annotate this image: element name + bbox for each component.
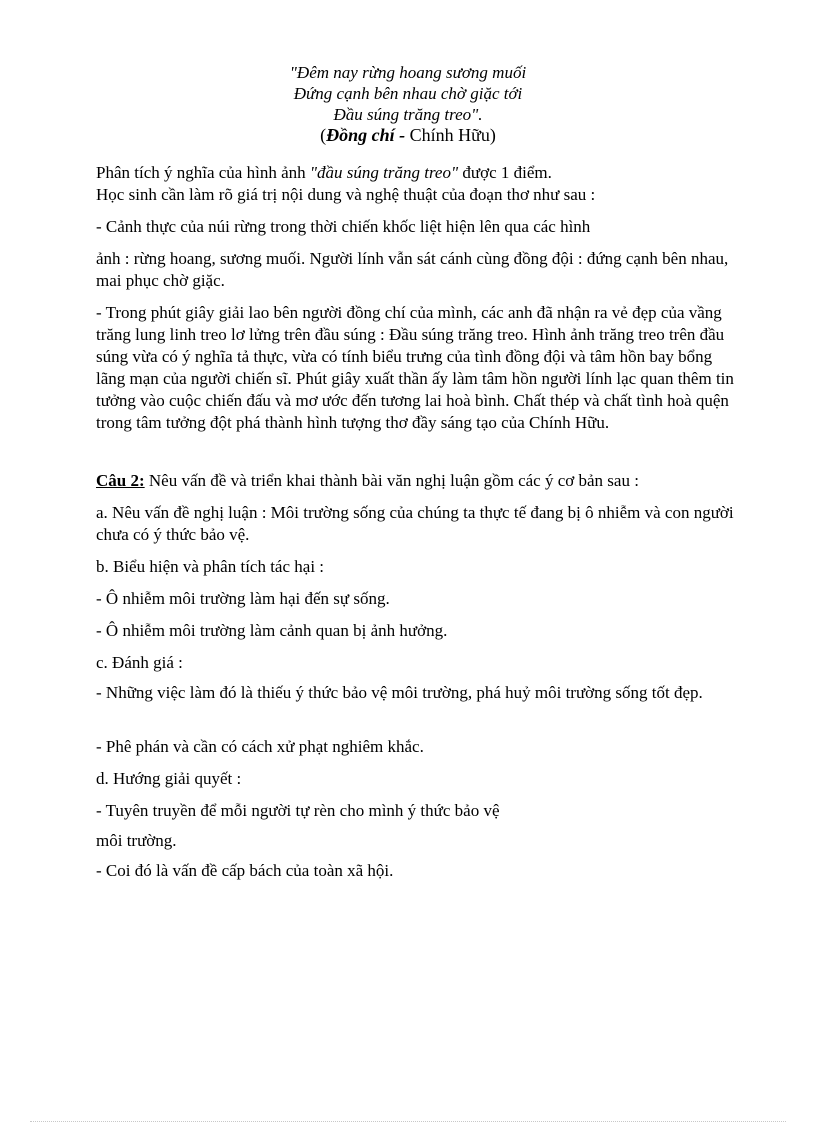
- cau2-b2: [96, 620, 736, 642]
- cau2-heading: [96, 470, 736, 492]
- cau2-a: [96, 502, 736, 546]
- cau2-b1: [96, 588, 736, 610]
- source-close: ): [489, 125, 496, 145]
- cau2-d1b: [96, 830, 736, 852]
- cau2-a-text: a. Nêu vấn đề nghị luận : Môi trường sống của chúng ta thực tế đang bị ô nhiễm và con người chưa có ý thức bảo vệ.: [96, 503, 734, 544]
- cau2-c1-text: - Những việc làm đó là thiếu ý thức bảo vệ môi trường, phá huỷ môi trường sống tốt đẹp.: [96, 683, 703, 702]
- poem-block: [96, 62, 720, 146]
- cau2-text: Nêu vấn đề và triển khai thành bài văn nghị luận gồm các ý cơ bản sau :: [144, 471, 639, 490]
- point-a-text: - Cảnh thực của núi rừng trong thời chiến khốc liệt hiện lên qua các hình: [96, 217, 591, 236]
- poem-line-1: "Đêm nay rừng hoang sương muối: [289, 63, 527, 82]
- cau2-d2: [96, 860, 736, 882]
- cau2-c2: [96, 736, 736, 758]
- cau2-b-text: b. Biểu hiện và phân tích tác hại :: [96, 557, 325, 576]
- cau2-d1: [96, 800, 736, 822]
- intro-block: [96, 162, 736, 206]
- poem-line-3: Đầu súng trăng treo".: [333, 105, 483, 124]
- source-author: Chính Hữu: [409, 125, 490, 145]
- intro-p1-after: được 1 điểm.: [458, 163, 552, 182]
- page-bottom-divider: [30, 1121, 786, 1122]
- intro-paragraph-2: Học sinh cần làm rõ giá trị nội dung và nghệ thuật của đoạn thơ như sau :: [96, 185, 596, 204]
- intro-p1-before: Phân tích ý nghĩa của hình ảnh: [96, 163, 310, 182]
- point-c: [96, 302, 736, 434]
- cau2-d2-text: - Coi đó là vấn đề cấp bách của toàn xã hội.: [96, 861, 394, 880]
- cau2-c2-text: - Phê phán và cần có cách xử phạt nghiêm khắc.: [96, 737, 424, 756]
- point-c-text: - Trong phút giây giải lao bên người đồng chí của mình, các anh đã nhận ra vẻ đẹp của vầng trăng lung linh treo lơ lửng trên đầu súng : Đầu súng trăng treo. Hình ảnh trăng treo trên đầu súng vừa có ý nghĩa tả thực, vừa có tính biểu trưng của tình đồng đội và tâm hồn bay bổng lãng mạn của người chiến sĩ. Phút giây xuất thần ấy làm tâm hồn người lính lạc quan thêm tin tưởng vào cuộc chiến đấu và mơ ước đến tương lai hoà bình. Chất thép và chất tình hoà quện trong tâm tưởng đột phá thành hình tượng thơ đầy sáng tạo của Chính Hữu.: [96, 303, 734, 432]
- intro-paragraph-1: [96, 162, 736, 184]
- cau2-c-text: c. Đánh giá :: [96, 653, 183, 672]
- source-title: Đồng chí: [326, 125, 395, 145]
- source-sep: -: [394, 125, 410, 145]
- cau2-label: Câu 2:: [96, 471, 145, 490]
- cau2-b1-text: - Ô nhiễm môi trường làm hại đến sự sống.: [96, 589, 390, 608]
- cau2-heading-line: [96, 470, 736, 492]
- cau2-d-text: d. Hướng giải quyết :: [96, 769, 242, 788]
- poem-source: [96, 125, 720, 146]
- point-b: [96, 248, 736, 292]
- cau2-c1: [96, 682, 736, 704]
- point-a: [96, 216, 736, 238]
- cau2-d: [96, 768, 736, 790]
- cau2-d1-text: - Tuyên truyền để mỗi người tự rèn cho mình ý thức bảo vệ: [96, 801, 500, 820]
- point-b-text: ảnh : rừng hoang, sương muối. Người lính vẫn sát cánh cùng đồng đội : đứng cạnh bên nhau, mai phục chờ giặc.: [96, 249, 729, 290]
- intro-p1-quote: "đầu súng trăng treo": [309, 163, 459, 182]
- poem-line-2: Đứng cạnh bên nhau chờ giặc tới: [293, 84, 523, 103]
- cau2-b2-text: - Ô nhiễm môi trường làm cảnh quan bị ảnh hưởng.: [96, 621, 448, 640]
- cau2-c: [96, 652, 736, 674]
- cau2-b: [96, 556, 736, 578]
- cau2-d1b-text: môi trường.: [96, 831, 177, 850]
- source-open: (: [320, 125, 327, 145]
